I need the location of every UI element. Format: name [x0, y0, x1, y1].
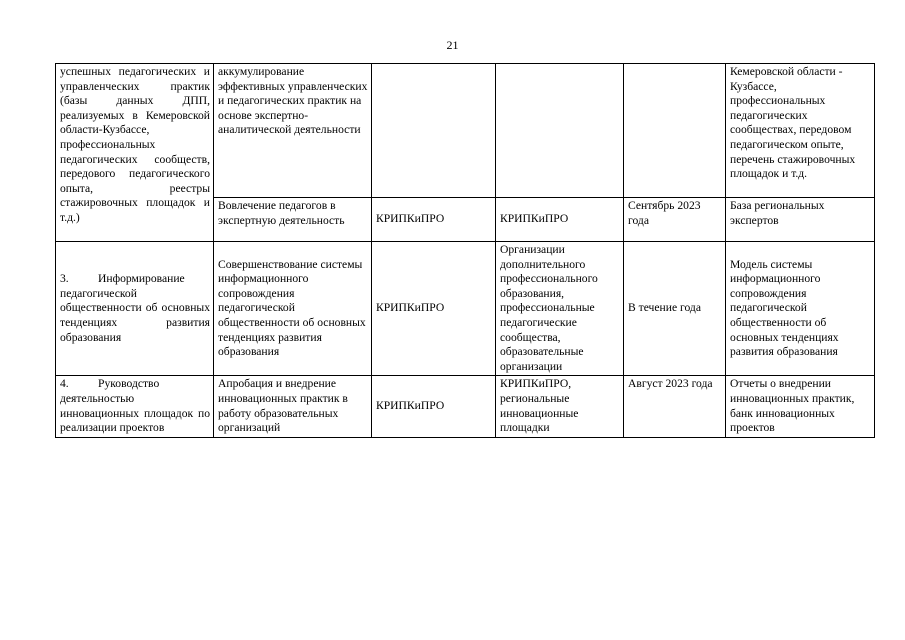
table-cell: КРИПКиПРО, региональные инновационные площадки	[496, 376, 624, 437]
table-row	[56, 376, 875, 437]
table-row	[56, 64, 875, 198]
table-cell: В течение года	[624, 242, 726, 376]
table-cell: Апробация и внедрение инновационных практик в работу образовательных организаций	[214, 376, 372, 437]
activity-title: Информирование педагогической общественности об основных тенденциях развития образования	[60, 272, 210, 344]
table-cell: Отчеты о внедрении инновационных практик, банк инновационных проектов	[726, 376, 875, 437]
table-cell: Организации дополнительного профессионального образования, профессиональные педагогические сообщества, образовательные организации	[496, 242, 624, 376]
table-cell: КРИПКиПРО	[372, 376, 496, 437]
table-cell: КРИПКиПРО	[496, 198, 624, 242]
table-cell	[624, 64, 726, 198]
table-cell: Сентябрь 2023 года	[624, 198, 726, 242]
table-cell: Август 2023 года	[624, 376, 726, 437]
table-cell: База региональных экспертов	[726, 198, 875, 242]
table-cell: КРИПКиПРО	[372, 242, 496, 376]
table-cell: Совершенствование системы информационного сопровождения педагогической общественности об основных тенденциях развития образования	[214, 242, 372, 376]
row-number: 4.	[60, 377, 69, 391]
table-cell	[372, 64, 496, 198]
table-cell: КРИПКиПРО	[372, 198, 496, 242]
table-cell: успешных педагогических и управленческих практик (базы данных ДПП, реализуемых в Кемеровской области-Кузбассе, профессиональных педагогических сообществ, передового педагогического опыта, реестры стажировочных площадок и т.д.)	[56, 64, 214, 242]
table-cell	[496, 64, 624, 198]
table-cell	[56, 242, 214, 376]
table-cell	[56, 376, 214, 437]
table-cell: Вовлечение педагогов в экспертную деятельность	[214, 198, 372, 242]
table-cell: Кемеровской области - Кузбассе, профессиональных педагогических сообществах, передовом педагогическом опыте, перечень стажировочных площадок и т.д.	[726, 64, 875, 198]
plan-table	[55, 63, 875, 438]
table-cell: Модель системы информационного сопровождения педагогической общественности об основных тенденциях развития образования	[726, 242, 875, 376]
activity-title: Руководство деятельностью инновационных площадок по реализации проектов	[60, 377, 210, 435]
page-number: 21	[446, 38, 459, 52]
table-cell: аккумулирование эффективных управленческих и педагогических практик на основе экспертно-аналитической деятельности	[214, 64, 372, 198]
row-number: 3.	[60, 272, 69, 286]
table-row	[56, 242, 875, 376]
